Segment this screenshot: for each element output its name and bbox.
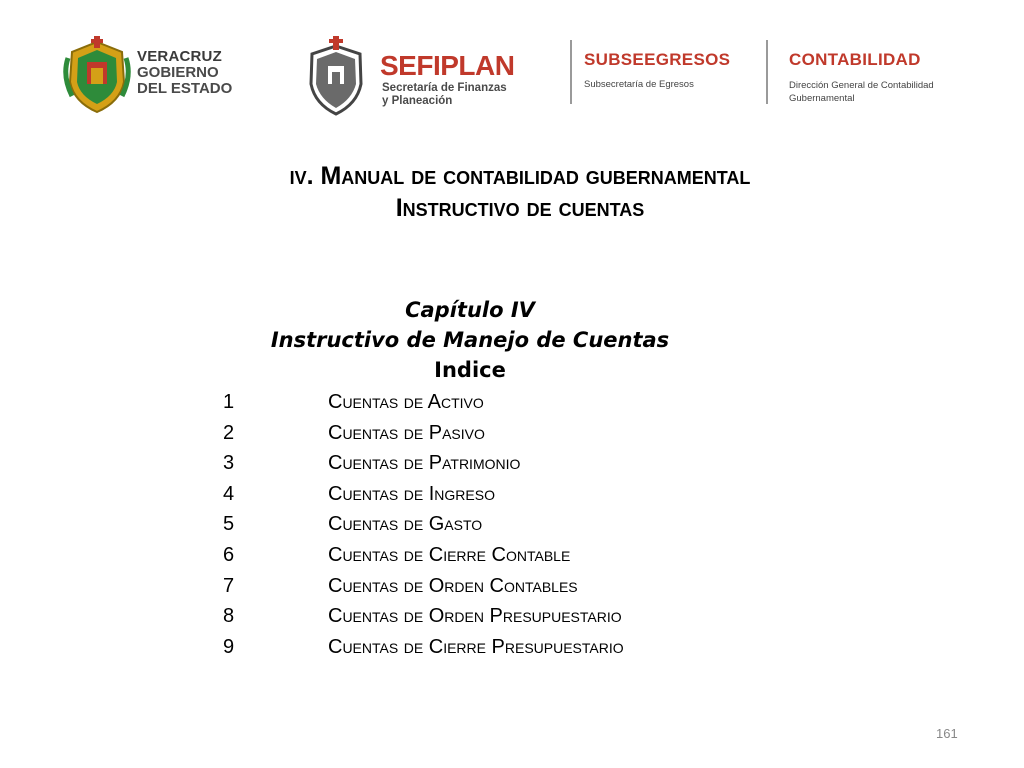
sefiplan-block: [296, 28, 566, 120]
index-text: Cuentas de Cierre Presupuestario: [328, 635, 624, 658]
subseegresos-title: SUBSEEGRESOS: [584, 50, 731, 69]
index-item: [223, 479, 624, 510]
header-divider: [570, 40, 572, 104]
index-item: [223, 418, 624, 449]
index-number: 2: [223, 421, 235, 444]
contabilidad-title: CONTABILIDAD: [789, 50, 921, 69]
index-item: [223, 632, 624, 663]
index-text: Cuentas de Ingreso: [328, 482, 495, 505]
title-line2: Instructivo de cuentas: [395, 194, 645, 222]
sefiplan-sub-line2: y Planeación: [382, 95, 453, 107]
index-item: [223, 540, 624, 571]
header-divider: [766, 40, 768, 104]
index-list: [223, 387, 624, 662]
index-heading: Indice: [434, 358, 506, 382]
contabilidad-subtitle: Dirección General de Contabilidad Gubernamental: [789, 80, 934, 104]
chapter-heading: [0, 295, 940, 385]
index-text: Cuentas de Orden Contables: [328, 574, 578, 597]
index-text: Cuentas de Activo: [328, 391, 484, 413]
index-number: 7: [223, 574, 235, 597]
index-text: Cuentas de Patrimonio: [328, 452, 521, 475]
index-text: Cuentas de Orden Presupuestario: [328, 605, 622, 628]
index-number: 1: [223, 391, 235, 413]
index-number: 6: [223, 543, 235, 566]
subseegresos-subtitle: Subsecretaría de Egresos: [584, 79, 694, 90]
index-number: 5: [223, 513, 235, 536]
index-number: 9: [223, 635, 235, 658]
index-text: Cuentas de Pasivo: [328, 421, 485, 444]
chapter-label: Capítulo IV: [405, 298, 535, 322]
index-item: [223, 448, 624, 479]
chapter-subtitle: Instructivo de Manejo de Cuentas: [270, 328, 670, 352]
index-item: [223, 387, 624, 418]
sefiplan-shield-logo: [304, 36, 368, 116]
index-text: Cuentas de Cierre Contable: [328, 543, 571, 566]
index-number: 8: [223, 605, 235, 628]
title-line1: iv. Manual de contabilidad gubernamental: [289, 162, 751, 190]
page-title: [0, 160, 1024, 224]
veracruz-line1: VERACRUZ: [137, 48, 222, 65]
veracruz-wordmark: [137, 49, 232, 97]
sefiplan-subtitle: [382, 82, 507, 108]
index-text: Cuentas de Gasto: [328, 513, 483, 536]
index-item: [223, 601, 624, 632]
index-number: 4: [223, 482, 235, 505]
index-number: 3: [223, 452, 235, 475]
index-item: [223, 509, 624, 540]
sefiplan-title: SEFIPLAN: [380, 50, 515, 81]
veracruz-line3: DEL ESTADO: [137, 80, 233, 97]
veracruz-line2: GOBIERNO: [137, 64, 219, 81]
header-banner: [0, 0, 1024, 130]
veracruz-shield-logo: [62, 36, 132, 114]
sefiplan-sub-line1: Secretaría de Finanzas: [382, 82, 507, 94]
index-item: [223, 571, 624, 602]
page-number: 161: [936, 726, 958, 741]
